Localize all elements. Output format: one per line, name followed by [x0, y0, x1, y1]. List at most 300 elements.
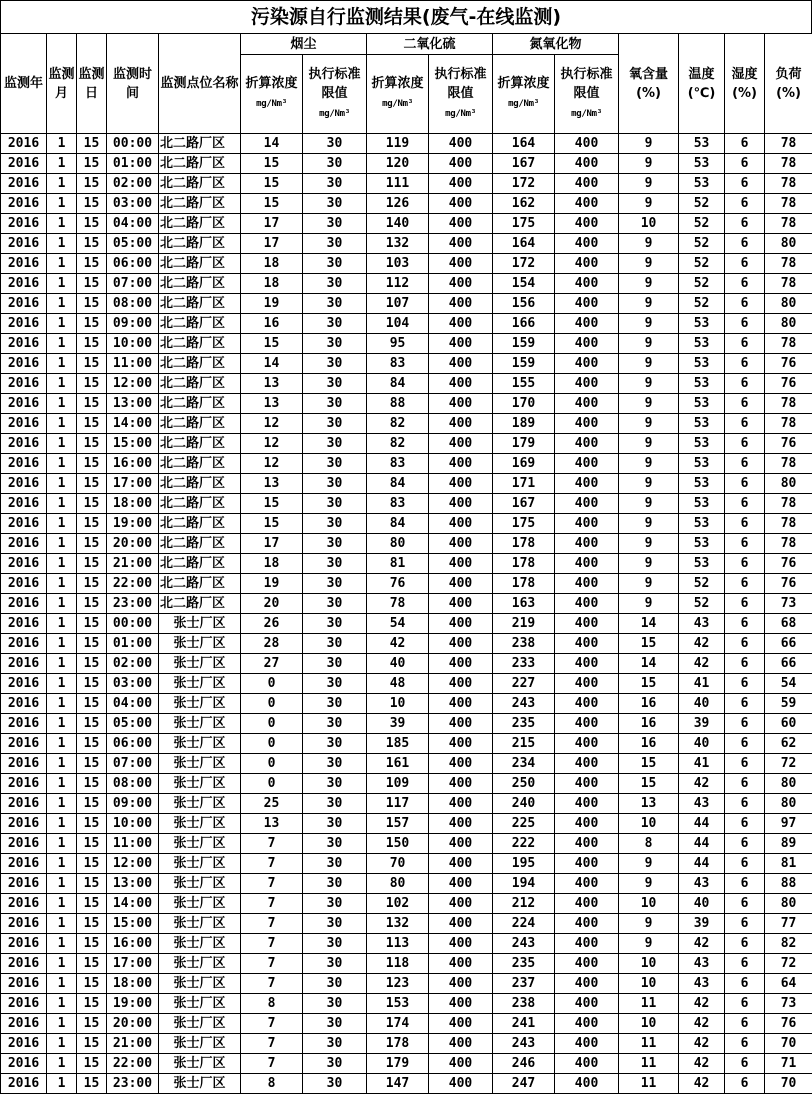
table-row — [1, 374, 812, 394]
cell-day: 15 — [77, 534, 107, 554]
smoke-conc-header: 折算浓度 mg/Nm³ — [241, 55, 303, 134]
cell-humidity: 6 — [725, 774, 765, 794]
cell-so2-limit: 400 — [429, 454, 493, 474]
cell-month: 1 — [47, 354, 77, 374]
cell-nox-conc: 250 — [493, 774, 555, 794]
cell-smoke-limit: 30 — [303, 514, 367, 534]
table-row — [1, 514, 812, 534]
cell-nox-conc: 246 — [493, 1054, 555, 1074]
cell-humidity: 6 — [725, 474, 765, 494]
cell-year: 2016 — [1, 794, 47, 814]
cell-year: 2016 — [1, 594, 47, 614]
cell-month: 1 — [47, 274, 77, 294]
cell-site: 北二路厂区 — [159, 294, 241, 314]
cell-temp: 52 — [679, 234, 725, 254]
table-row — [1, 354, 812, 374]
cell-nox-conc: 243 — [493, 1034, 555, 1054]
cell-smoke-limit: 30 — [303, 274, 367, 294]
table-body — [1, 134, 812, 1094]
cell-nox-limit: 400 — [555, 734, 619, 754]
cell-nox-limit: 400 — [555, 174, 619, 194]
cell-smoke-limit: 30 — [303, 434, 367, 454]
cell-time: 00:00 — [107, 134, 159, 154]
cell-so2-limit: 400 — [429, 754, 493, 774]
cell-site: 北二路厂区 — [159, 154, 241, 174]
cell-month: 1 — [47, 874, 77, 894]
cell-smoke-limit: 30 — [303, 534, 367, 554]
cell-o2: 9 — [619, 434, 679, 454]
cell-day: 15 — [77, 694, 107, 714]
cell-site: 张士厂区 — [159, 994, 241, 1014]
cell-so2-conc: 102 — [367, 894, 429, 914]
cell-site: 张士厂区 — [159, 774, 241, 794]
cell-nox-limit: 400 — [555, 214, 619, 234]
cell-temp: 53 — [679, 514, 725, 534]
cell-site: 北二路厂区 — [159, 394, 241, 414]
cell-smoke-limit: 30 — [303, 574, 367, 594]
cell-load: 78 — [765, 494, 812, 514]
cell-day: 15 — [77, 434, 107, 454]
cell-smoke-conc: 17 — [241, 214, 303, 234]
cell-nox-conc: 241 — [493, 1014, 555, 1034]
cell-so2-limit: 400 — [429, 314, 493, 334]
table-row — [1, 174, 812, 194]
cell-nox-conc: 222 — [493, 834, 555, 854]
cell-humidity: 6 — [725, 514, 765, 534]
cell-so2-conc: 118 — [367, 954, 429, 974]
cell-so2-conc: 84 — [367, 374, 429, 394]
col-day-header: 监测日 — [77, 34, 107, 134]
cell-smoke-limit: 30 — [303, 414, 367, 434]
cell-smoke-conc: 0 — [241, 674, 303, 694]
cell-year: 2016 — [1, 394, 47, 414]
cell-year: 2016 — [1, 714, 47, 734]
cell-smoke-limit: 30 — [303, 374, 367, 394]
cell-day: 15 — [77, 154, 107, 174]
cell-year: 2016 — [1, 914, 47, 934]
cell-load: 70 — [765, 1074, 812, 1094]
cell-year: 2016 — [1, 334, 47, 354]
cell-so2-limit: 400 — [429, 654, 493, 674]
cell-day: 15 — [77, 454, 107, 474]
cell-so2-limit: 400 — [429, 474, 493, 494]
cell-year: 2016 — [1, 614, 47, 634]
cell-temp: 42 — [679, 1034, 725, 1054]
group-smoke-header: 烟尘 — [241, 34, 367, 55]
cell-nox-conc: 225 — [493, 814, 555, 834]
cell-temp: 53 — [679, 314, 725, 334]
cell-so2-limit: 400 — [429, 274, 493, 294]
cell-time: 13:00 — [107, 394, 159, 414]
cell-smoke-conc: 8 — [241, 994, 303, 1014]
header-row-group — [1, 34, 812, 55]
cell-site: 北二路厂区 — [159, 594, 241, 614]
cell-smoke-conc: 18 — [241, 254, 303, 274]
cell-nox-limit: 400 — [555, 254, 619, 274]
cell-so2-conc: 123 — [367, 974, 429, 994]
cell-smoke-conc: 27 — [241, 654, 303, 674]
cell-so2-conc: 109 — [367, 774, 429, 794]
cell-so2-limit: 400 — [429, 634, 493, 654]
cell-year: 2016 — [1, 134, 47, 154]
table-row — [1, 454, 812, 474]
cell-o2: 9 — [619, 154, 679, 174]
cell-smoke-limit: 30 — [303, 154, 367, 174]
cell-smoke-conc: 12 — [241, 434, 303, 454]
cell-nox-limit: 400 — [555, 854, 619, 874]
cell-nox-limit: 400 — [555, 674, 619, 694]
cell-smoke-limit: 30 — [303, 1014, 367, 1034]
cell-smoke-conc: 13 — [241, 474, 303, 494]
cell-o2: 10 — [619, 1014, 679, 1034]
cell-time: 11:00 — [107, 834, 159, 854]
cell-temp: 42 — [679, 774, 725, 794]
table-row — [1, 1034, 812, 1054]
cell-so2-conc: 83 — [367, 454, 429, 474]
cell-temp: 42 — [679, 1054, 725, 1074]
cell-nox-limit: 400 — [555, 1014, 619, 1034]
table-row — [1, 934, 812, 954]
cell-nox-limit: 400 — [555, 354, 619, 374]
cell-humidity: 6 — [725, 494, 765, 514]
cell-nox-conc: 166 — [493, 314, 555, 334]
cell-site: 张士厂区 — [159, 1034, 241, 1054]
cell-load: 66 — [765, 654, 812, 674]
cell-temp: 52 — [679, 294, 725, 314]
cell-so2-limit: 400 — [429, 554, 493, 574]
cell-smoke-conc: 8 — [241, 1074, 303, 1094]
cell-humidity: 6 — [725, 154, 765, 174]
cell-nox-limit: 400 — [555, 294, 619, 314]
cell-site: 张士厂区 — [159, 1054, 241, 1074]
cell-smoke-limit: 30 — [303, 134, 367, 154]
cell-temp: 53 — [679, 394, 725, 414]
cell-o2: 11 — [619, 994, 679, 1014]
cell-so2-limit: 400 — [429, 214, 493, 234]
cell-humidity: 6 — [725, 1014, 765, 1034]
col-month-header: 监测月 — [47, 34, 77, 134]
cell-nox-conc: 178 — [493, 574, 555, 594]
table-row — [1, 134, 812, 154]
cell-time: 20:00 — [107, 534, 159, 554]
cell-site: 张士厂区 — [159, 1074, 241, 1094]
cell-humidity: 6 — [725, 734, 765, 754]
cell-load: 78 — [765, 534, 812, 554]
cell-humidity: 6 — [725, 314, 765, 334]
cell-so2-conc: 132 — [367, 914, 429, 934]
cell-site: 张士厂区 — [159, 934, 241, 954]
cell-time: 23:00 — [107, 594, 159, 614]
cell-smoke-limit: 30 — [303, 234, 367, 254]
cell-humidity: 6 — [725, 1054, 765, 1074]
cell-nox-limit: 400 — [555, 154, 619, 174]
cell-so2-limit: 400 — [429, 874, 493, 894]
col-load-header: 负荷(%) — [765, 34, 812, 134]
cell-smoke-limit: 30 — [303, 294, 367, 314]
cell-smoke-conc: 7 — [241, 914, 303, 934]
cell-so2-conc: 174 — [367, 1014, 429, 1034]
cell-month: 1 — [47, 254, 77, 274]
cell-humidity: 6 — [725, 374, 765, 394]
cell-site: 北二路厂区 — [159, 474, 241, 494]
cell-o2: 14 — [619, 654, 679, 674]
cell-month: 1 — [47, 294, 77, 314]
cell-temp: 43 — [679, 614, 725, 634]
cell-smoke-conc: 15 — [241, 174, 303, 194]
cell-so2-limit: 400 — [429, 674, 493, 694]
cell-smoke-conc: 7 — [241, 1054, 303, 1074]
cell-o2: 16 — [619, 694, 679, 714]
cell-day: 15 — [77, 1034, 107, 1054]
cell-nox-conc: 164 — [493, 234, 555, 254]
cell-o2: 16 — [619, 714, 679, 734]
cell-nox-conc: 175 — [493, 214, 555, 234]
table-row — [1, 334, 812, 354]
cell-site: 张士厂区 — [159, 754, 241, 774]
cell-nox-limit: 400 — [555, 754, 619, 774]
cell-nox-limit: 400 — [555, 494, 619, 514]
cell-o2: 9 — [619, 514, 679, 534]
col-o2-header: 氧含量(%) — [619, 34, 679, 134]
cell-so2-conc: 140 — [367, 214, 429, 234]
cell-load: 78 — [765, 514, 812, 534]
cell-site: 北二路厂区 — [159, 454, 241, 474]
cell-year: 2016 — [1, 574, 47, 594]
cell-nox-conc: 235 — [493, 954, 555, 974]
cell-month: 1 — [47, 1074, 77, 1094]
cell-so2-limit: 400 — [429, 574, 493, 594]
cell-month: 1 — [47, 994, 77, 1014]
table-row — [1, 574, 812, 594]
cell-smoke-limit: 30 — [303, 474, 367, 494]
cell-so2-conc: 76 — [367, 574, 429, 594]
cell-humidity: 6 — [725, 654, 765, 674]
cell-month: 1 — [47, 714, 77, 734]
cell-load: 68 — [765, 614, 812, 634]
cell-time: 14:00 — [107, 894, 159, 914]
cell-smoke-conc: 7 — [241, 934, 303, 954]
cell-site: 张士厂区 — [159, 614, 241, 634]
cell-site: 北二路厂区 — [159, 374, 241, 394]
cell-temp: 39 — [679, 914, 725, 934]
cell-smoke-limit: 30 — [303, 334, 367, 354]
cell-time: 09:00 — [107, 794, 159, 814]
cell-so2-limit: 400 — [429, 334, 493, 354]
cell-o2: 15 — [619, 754, 679, 774]
cell-nox-limit: 400 — [555, 934, 619, 954]
cell-site: 张士厂区 — [159, 1014, 241, 1034]
cell-humidity: 6 — [725, 334, 765, 354]
cell-smoke-conc: 0 — [241, 734, 303, 754]
cell-month: 1 — [47, 374, 77, 394]
cell-humidity: 6 — [725, 214, 765, 234]
cell-smoke-limit: 30 — [303, 754, 367, 774]
cell-smoke-limit: 30 — [303, 194, 367, 214]
cell-load: 73 — [765, 994, 812, 1014]
cell-temp: 42 — [679, 654, 725, 674]
cell-nox-conc: 156 — [493, 294, 555, 314]
table-row — [1, 154, 812, 174]
cell-so2-conc: 83 — [367, 354, 429, 374]
cell-smoke-limit: 30 — [303, 954, 367, 974]
cell-nox-limit: 400 — [555, 1034, 619, 1054]
cell-month: 1 — [47, 694, 77, 714]
group-nox-header: 氮氧化物 — [493, 34, 619, 55]
cell-year: 2016 — [1, 274, 47, 294]
cell-so2-conc: 157 — [367, 814, 429, 834]
cell-smoke-conc: 15 — [241, 154, 303, 174]
cell-day: 15 — [77, 334, 107, 354]
cell-year: 2016 — [1, 734, 47, 754]
cell-site: 张士厂区 — [159, 914, 241, 934]
cell-so2-conc: 78 — [367, 594, 429, 614]
cell-day: 15 — [77, 574, 107, 594]
cell-day: 15 — [77, 994, 107, 1014]
cell-so2-conc: 119 — [367, 134, 429, 154]
cell-so2-limit: 400 — [429, 514, 493, 534]
cell-site: 张士厂区 — [159, 814, 241, 834]
cell-so2-limit: 400 — [429, 594, 493, 614]
cell-smoke-limit: 30 — [303, 934, 367, 954]
cell-site: 北二路厂区 — [159, 434, 241, 454]
cell-nox-conc: 162 — [493, 194, 555, 214]
cell-nox-conc: 227 — [493, 674, 555, 694]
cell-smoke-limit: 30 — [303, 914, 367, 934]
cell-site: 张士厂区 — [159, 734, 241, 754]
cell-nox-limit: 400 — [555, 594, 619, 614]
cell-o2: 9 — [619, 134, 679, 154]
cell-month: 1 — [47, 814, 77, 834]
cell-smoke-limit: 30 — [303, 654, 367, 674]
cell-time: 06:00 — [107, 734, 159, 754]
cell-day: 15 — [77, 294, 107, 314]
cell-site: 张士厂区 — [159, 854, 241, 874]
cell-month: 1 — [47, 414, 77, 434]
cell-nox-conc: 172 — [493, 174, 555, 194]
cell-temp: 44 — [679, 814, 725, 834]
cell-day: 15 — [77, 1074, 107, 1094]
cell-humidity: 6 — [725, 814, 765, 834]
cell-nox-limit: 400 — [555, 614, 619, 634]
cell-temp: 40 — [679, 734, 725, 754]
table-row — [1, 474, 812, 494]
cell-smoke-conc: 7 — [241, 974, 303, 994]
cell-temp: 39 — [679, 714, 725, 734]
cell-so2-limit: 400 — [429, 294, 493, 314]
cell-temp: 52 — [679, 594, 725, 614]
cell-year: 2016 — [1, 834, 47, 854]
cell-nox-limit: 400 — [555, 314, 619, 334]
cell-smoke-limit: 30 — [303, 1054, 367, 1074]
cell-time: 01:00 — [107, 154, 159, 174]
cell-load: 72 — [765, 954, 812, 974]
cell-temp: 42 — [679, 1074, 725, 1094]
cell-month: 1 — [47, 774, 77, 794]
cell-so2-conc: 48 — [367, 674, 429, 694]
cell-nox-limit: 400 — [555, 134, 619, 154]
cell-load: 78 — [765, 134, 812, 154]
cell-nox-conc: 243 — [493, 694, 555, 714]
cell-so2-conc: 82 — [367, 414, 429, 434]
cell-smoke-limit: 30 — [303, 614, 367, 634]
cell-day: 15 — [77, 954, 107, 974]
cell-day: 15 — [77, 394, 107, 414]
cell-o2: 9 — [619, 314, 679, 334]
cell-load: 76 — [765, 374, 812, 394]
cell-day: 15 — [77, 254, 107, 274]
cell-month: 1 — [47, 634, 77, 654]
cell-smoke-conc: 13 — [241, 374, 303, 394]
cell-day: 15 — [77, 554, 107, 574]
cell-nox-conc: 233 — [493, 654, 555, 674]
cell-so2-conc: 80 — [367, 874, 429, 894]
cell-time: 08:00 — [107, 294, 159, 314]
table-row — [1, 674, 812, 694]
cell-nox-conc: 215 — [493, 734, 555, 754]
cell-nox-conc: 175 — [493, 514, 555, 534]
cell-month: 1 — [47, 434, 77, 454]
cell-day: 15 — [77, 514, 107, 534]
cell-nox-conc: 224 — [493, 914, 555, 934]
cell-nox-limit: 400 — [555, 914, 619, 934]
cell-nox-limit: 400 — [555, 774, 619, 794]
cell-year: 2016 — [1, 854, 47, 874]
col-time-header: 监测时间 — [107, 34, 159, 134]
cell-load: 80 — [765, 894, 812, 914]
cell-so2-limit: 400 — [429, 434, 493, 454]
cell-site: 北二路厂区 — [159, 554, 241, 574]
cell-month: 1 — [47, 754, 77, 774]
cell-o2: 15 — [619, 774, 679, 794]
table-row — [1, 414, 812, 434]
cell-nox-conc: 164 — [493, 134, 555, 154]
cell-day: 15 — [77, 974, 107, 994]
cell-o2: 9 — [619, 934, 679, 954]
cell-smoke-limit: 30 — [303, 974, 367, 994]
cell-smoke-conc: 26 — [241, 614, 303, 634]
cell-smoke-conc: 7 — [241, 1034, 303, 1054]
cell-time: 19:00 — [107, 514, 159, 534]
cell-so2-conc: 84 — [367, 514, 429, 534]
cell-o2: 16 — [619, 734, 679, 754]
cell-so2-conc: 54 — [367, 614, 429, 634]
cell-humidity: 6 — [725, 994, 765, 1014]
cell-year: 2016 — [1, 414, 47, 434]
cell-smoke-limit: 30 — [303, 634, 367, 654]
cell-so2-limit: 400 — [429, 134, 493, 154]
cell-year: 2016 — [1, 494, 47, 514]
cell-load: 76 — [765, 1014, 812, 1034]
cell-nox-conc: 194 — [493, 874, 555, 894]
cell-month: 1 — [47, 174, 77, 194]
cell-site: 张士厂区 — [159, 834, 241, 854]
cell-load: 78 — [765, 154, 812, 174]
cell-year: 2016 — [1, 294, 47, 314]
cell-temp: 53 — [679, 414, 725, 434]
table-row — [1, 494, 812, 514]
cell-nox-limit: 400 — [555, 694, 619, 714]
table-row — [1, 794, 812, 814]
cell-time: 07:00 — [107, 754, 159, 774]
cell-so2-limit: 400 — [429, 914, 493, 934]
cell-site: 北二路厂区 — [159, 274, 241, 294]
cell-temp: 41 — [679, 754, 725, 774]
cell-o2: 10 — [619, 214, 679, 234]
cell-year: 2016 — [1, 434, 47, 454]
table-row — [1, 274, 812, 294]
cell-temp: 43 — [679, 794, 725, 814]
cell-load: 78 — [765, 334, 812, 354]
